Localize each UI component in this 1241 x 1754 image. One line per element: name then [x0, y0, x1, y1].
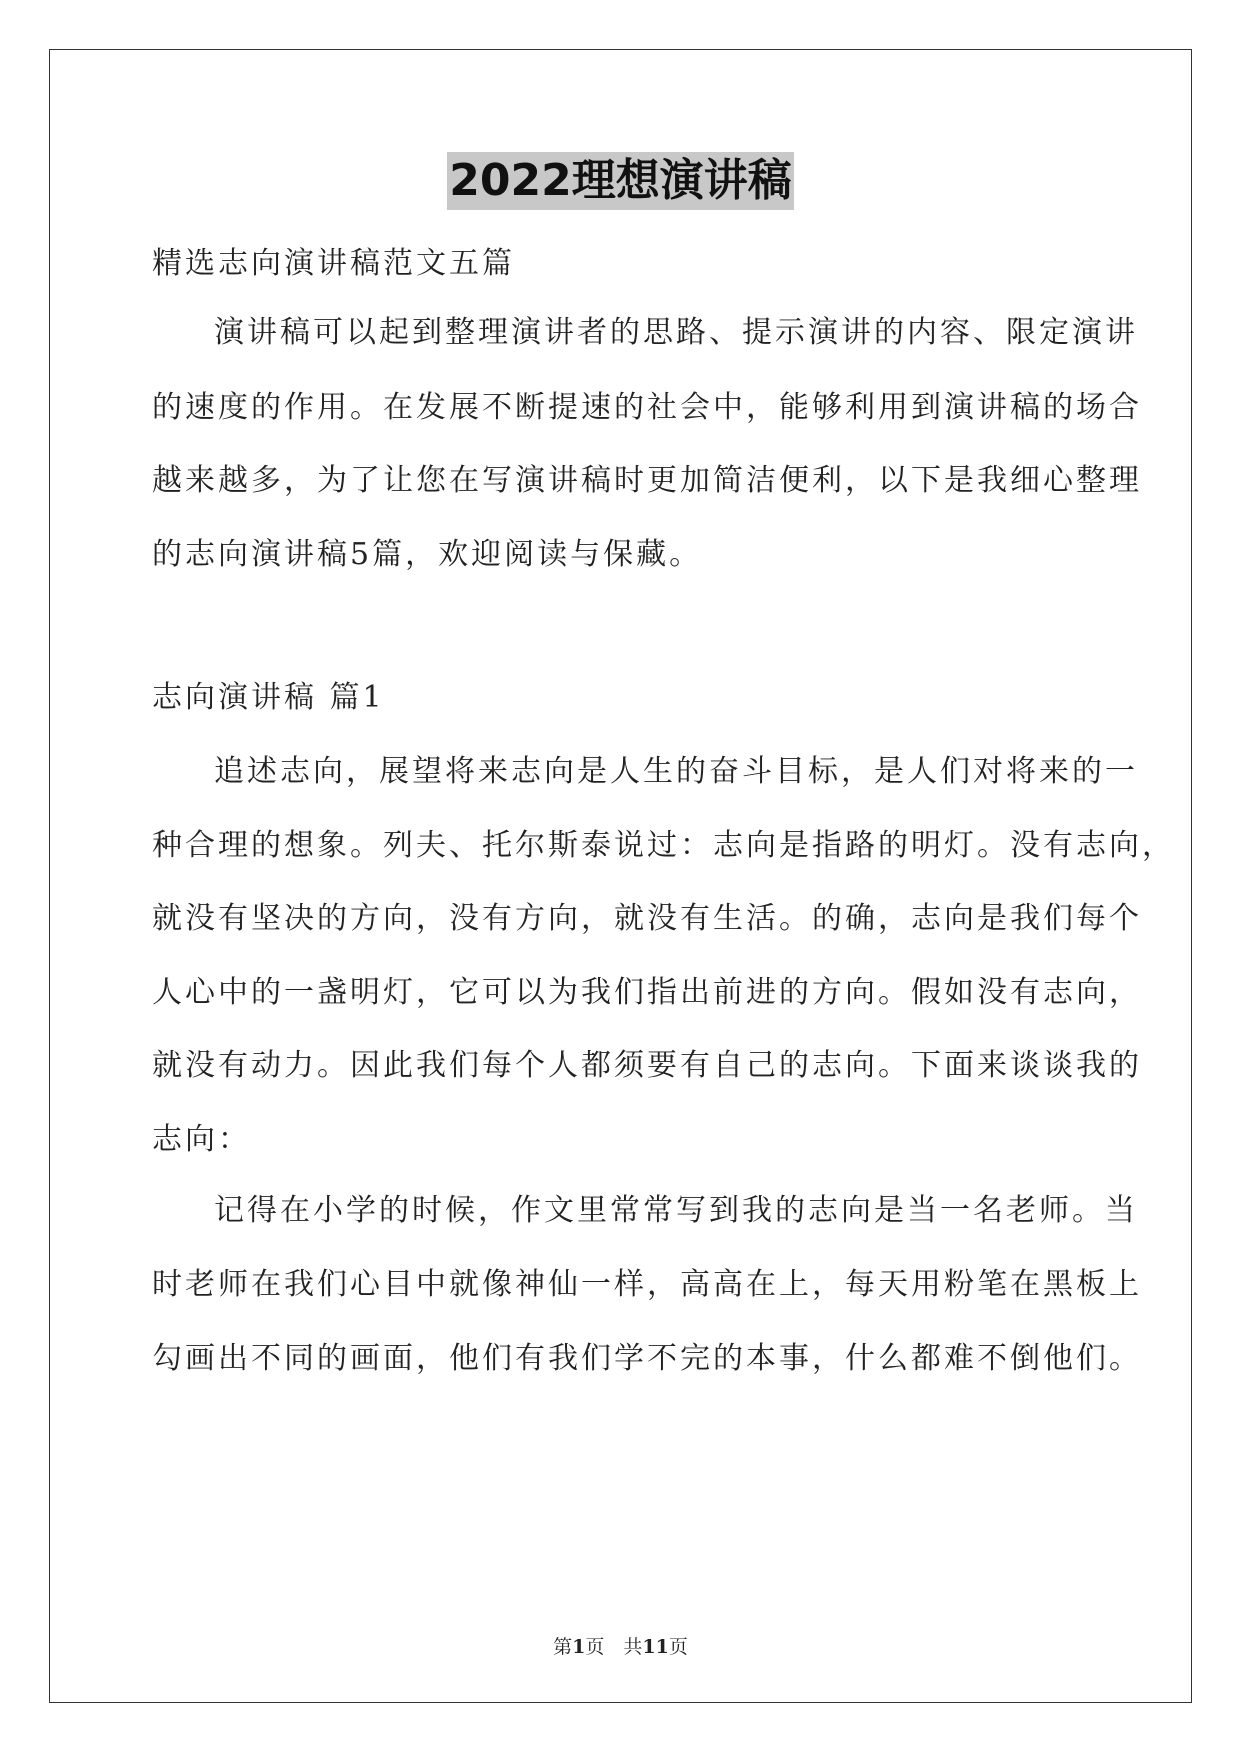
paragraph2-line-3: 勾画出不同的画面，他们有我们学不完的本事，什么都难不倒他们。 [152, 1341, 1142, 1376]
paragraph2-line-2: 时老师在我们心目中就像神仙一样，高高在上，每天用粉笔在黑板上 [152, 1267, 1142, 1302]
intro-line-4: 的志向演讲稿5篇，欢迎阅读与保藏。 [152, 537, 703, 572]
footer-page-prefix: 第 [553, 1636, 573, 1658]
intro-line-1: 演讲稿可以起到整理演讲者的思路、提示演讲的内容、限定演讲 [214, 315, 1138, 350]
footer-page-total: 11 [642, 1636, 669, 1658]
paragraph1-line-5: 就没有动力。因此我们每个人都须要有自己的志向。下面来谈谈我的 [152, 1048, 1142, 1083]
paragraph1-line-6: 志向： [152, 1122, 251, 1157]
footer-page-mid: 页 共 [585, 1636, 643, 1658]
document-subtitle: 精选志向演讲稿范文五篇 [152, 246, 515, 281]
title-container [0, 152, 1241, 210]
section-heading: 志向演讲稿 篇1 [152, 680, 385, 715]
intro-line-3: 越来越多，为了让您在写演讲稿时更加简洁便利，以下是我细心整理 [152, 463, 1142, 498]
footer-page-current: 1 [572, 1636, 586, 1658]
footer-page-suffix: 页 [668, 1636, 688, 1658]
paragraph1-line-1: 追述志向，展望将来志向是人生的奋斗目标，是人们对将来的一 [214, 754, 1138, 789]
page-footer [0, 1632, 1241, 1659]
intro-line-2: 的速度的作用。在发展不断提速的社会中，能够利用到演讲稿的场合 [152, 390, 1142, 425]
paragraph2-line-1: 记得在小学的时候，作文里常常写到我的志向是当一名老师。当 [214, 1193, 1138, 1228]
page-border [49, 49, 1192, 1703]
document-title: 2022理想演讲稿 [447, 152, 793, 210]
paragraph1-line-3: 就没有坚决的方向，没有方向，就没有生活。的确，志向是我们每个 [152, 901, 1142, 936]
paragraph1-line-2: 种合理的想象。列夫、托尔斯泰说过：志向是指路的明灯。没有志向， [152, 828, 1175, 863]
paragraph1-line-4: 人心中的一盏明灯，它可以为我们指出前进的方向。假如没有志向， [152, 975, 1142, 1010]
